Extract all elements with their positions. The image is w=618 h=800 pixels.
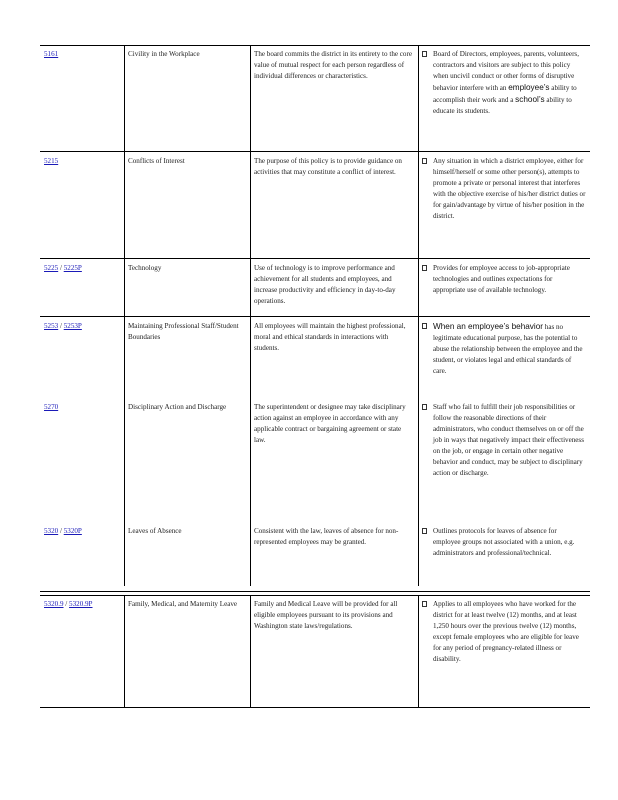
checkbox-bullet-icon xyxy=(422,528,427,534)
policy-detail: Any situation in which a district employee, either for himself/herself or some other person(s), attempts to promote a private or personal interest that interferes with the objective exercise of his/her district duties or for gain/advantage by virtue of his/her position in the district. xyxy=(418,152,590,226)
policy-detail: Outlines protocols for leaves of absence for employee groups not associated with a union, e.g. administrators and professional/technical. xyxy=(418,522,590,563)
table-row xyxy=(40,522,590,586)
policy-link[interactable]: 5225 xyxy=(44,264,59,272)
policy-title: Disciplinary Action and Discharge xyxy=(128,403,227,411)
policy-summary: Consistent with the law, leaves of absence for non-represented employees may be granted. xyxy=(254,527,399,546)
policy-summary: The board commits the district in its entirety to the core value of mutual respect for each person regardless of individual differences or characteristics. xyxy=(254,50,412,80)
table-row xyxy=(40,259,590,317)
policy-link[interactable]: 5161 xyxy=(44,50,59,58)
policy-detail: Provides for employee access to job-appropriate technologies and outlines expectations for appropriate use of available technology. xyxy=(418,259,590,300)
policy-title: Family, Medical, and Maternity Leave xyxy=(128,600,238,608)
policy-code-cell: 5253 / 5253P xyxy=(44,322,82,330)
table-row xyxy=(40,45,590,152)
policy-code-cell xyxy=(40,152,124,171)
policy-summary: All employees will maintain the highest professional, moral and ethical standards in interactions with students. xyxy=(254,322,406,352)
policy-link[interactable]: 5270 xyxy=(44,403,59,411)
policy-link[interactable]: 5320.9 xyxy=(44,600,64,608)
procedure-link[interactable]: 5225P xyxy=(63,264,82,272)
checkbox-bullet-icon xyxy=(422,601,427,607)
policy-summary: The superintendent or designee may take disciplinary action against an employee in accordance with any applicable contract or bargaining agreement or state law. xyxy=(254,403,406,444)
table-row xyxy=(40,152,590,259)
policy-title: Civility in the Workplace xyxy=(128,50,200,58)
policy-table-continued xyxy=(40,595,590,708)
policy-title: Conflicts of Interest xyxy=(128,157,185,165)
checkbox-bullet-icon xyxy=(422,51,427,57)
table-block-top-border xyxy=(40,591,590,592)
policy-detail: Applies to all employees who have worked for the district for at least twelve (12) months, and at least 1,250 hours over the previous twelve (12) months, except female employees who are eligible for leave for any period of pregnancy-related illness or disability. xyxy=(418,595,590,669)
checkbox-bullet-icon xyxy=(422,158,427,164)
policy-detail: Staff who fail to fulfill their job responsibilities or follow the reasonable directions of their administrators, who conduct themselves on or off the job in ways that negatively impact their effectiveness on the job, or engage in certain other negative behavior and conduct, may be subject to disciplinary action or discharge. xyxy=(418,398,590,483)
policy-code-cell: 5320 / 5320P xyxy=(44,527,82,535)
procedure-link[interactable]: 5320P xyxy=(63,527,82,535)
checkbox-bullet-icon xyxy=(422,323,427,329)
policy-table xyxy=(40,45,590,586)
policy-code-cell xyxy=(40,45,124,64)
policy-link[interactable]: 5215 xyxy=(44,157,59,165)
table-row xyxy=(40,398,590,522)
checkbox-bullet-icon xyxy=(422,265,427,271)
policy-link[interactable]: 5253 xyxy=(44,322,59,330)
policy-code-cell xyxy=(40,398,124,417)
policy-code-cell: 5320.9 / 5320.9P xyxy=(44,600,93,608)
policy-title: Leaves of Absence xyxy=(128,527,182,535)
policy-title: Technology xyxy=(128,264,162,272)
policy-title: Maintaining Professional Staff/Student Boundaries xyxy=(128,322,239,341)
policy-code-cell: 5225 / 5225P xyxy=(44,264,82,272)
policy-detail: When an employee’s behavior has no legitimate educational purpose, has the potential to abuse the relationship between the employee and the student, or violates legal and ethical standards of care. xyxy=(418,317,590,381)
table-row xyxy=(40,595,590,708)
procedure-link[interactable]: 5253P xyxy=(63,322,82,330)
policy-summary: The purpose of this policy is to provide guidance on activities that may constitute a conflict of interest. xyxy=(254,157,402,176)
policy-summary: Use of technology is to improve performance and achievement for all students and employees, and increase productivity and efficiency in day-to-day operations. xyxy=(254,264,396,305)
policy-detail: Board of Directors, employees, parents, volunteers, contractors and visitors are subject to this policy when uncivil conduct or other forms of disruptive behavior interfere with an employee’s ability to accomplish their work and a school’s ability to educate its students. xyxy=(418,45,590,121)
table-row xyxy=(40,317,590,398)
policy-summary: Family and Medical Leave will be provided for all eligible employees pursuant to its provisions and Washington state laws/regulations. xyxy=(254,600,398,630)
checkbox-bullet-icon xyxy=(422,404,427,410)
policy-link[interactable]: 5320 xyxy=(44,527,59,535)
procedure-link[interactable]: 5320.9P xyxy=(69,600,93,608)
